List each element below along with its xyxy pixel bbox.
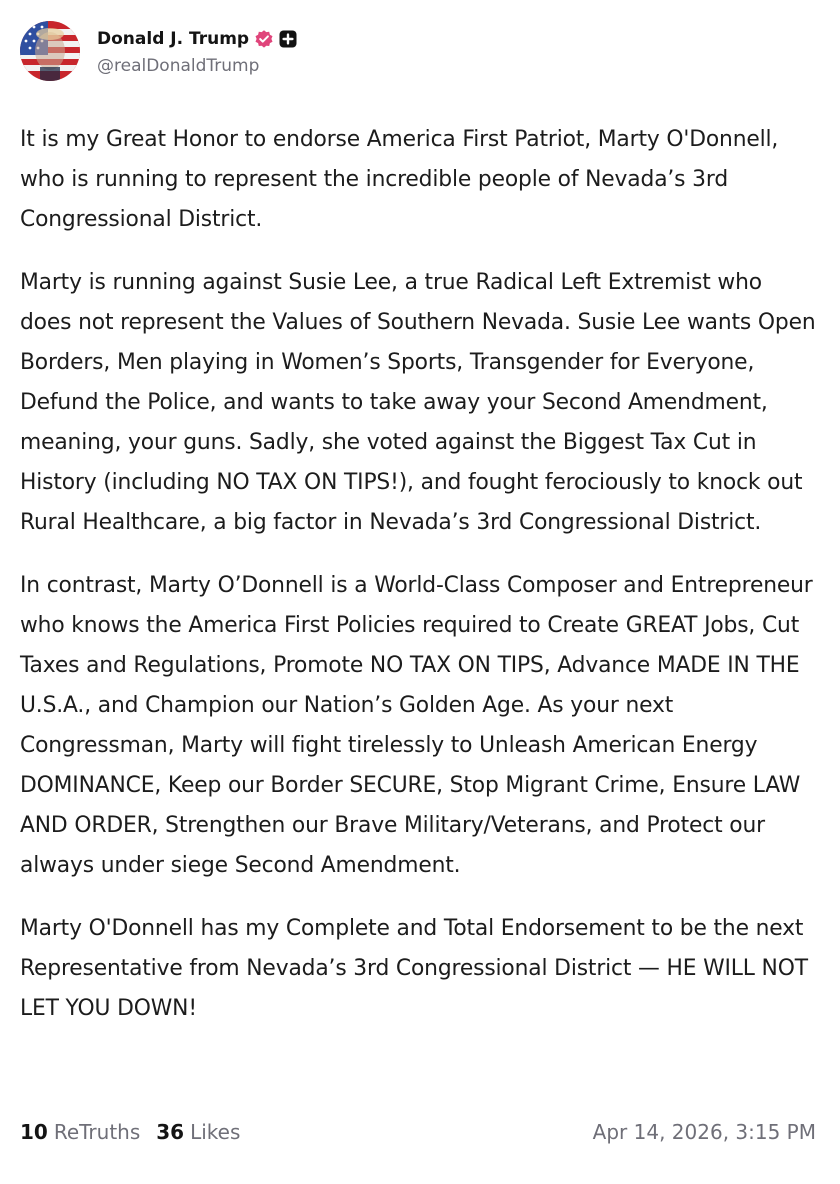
- post-header: [20, 18, 820, 84]
- author-handle[interactable]: @realDonaldTrump: [97, 56, 260, 76]
- post-paragraph: Marty O'Donnell has my Complete and Total Endorsement to be the next Representative from Nevada’s 3rd Congressional District — HE WILL NOT LET YOU DOWN!: [20, 916, 808, 1021]
- post-stats: [20, 1120, 256, 1144]
- verified-badge-icon: [254, 29, 274, 49]
- post-paragraph: In contrast, Marty O’Donnell is a World-Class Composer and Entrepreneur who knows the America First Policies required to Create GREAT Jobs, Cut Taxes and Regulations, Promote NO TAX ON TIPS, Advance MADE IN THE U.S.A., and Champion our Nation’s Golden Age. As your next Congressman, Marty will fight tirelessly to Unleash American Energy DOMINANCE, Keep our Border SECURE, Stop Migrant Crime, Ensure LAW AND ORDER, Strengthen our Brave Military/Veterans, and Protect our always under siege Second Amendment.: [20, 573, 813, 878]
- author-identity: [97, 26, 297, 76]
- post-timestamp[interactable]: Apr 14, 2026, 3:15 PM: [592, 1120, 816, 1144]
- avatar-flag-portrait-icon: [20, 21, 80, 81]
- likes-stat[interactable]: [156, 1120, 240, 1144]
- retruths-count: 10: [20, 1120, 48, 1144]
- likes-count: 36: [156, 1120, 185, 1144]
- post-paragraph: Marty is running against Susie Lee, a true Radical Left Extremist who does not represent the Values of Southern Nevada. Susie Lee wants Open Borders, Men playing in Women’s Sports, Transgender for Everyone, Defund the Police, and wants to take away your Second Amendment, meaning, your guns. Sadly, she voted against the Biggest Tax Cut in History (including NO TAX ON TIPS!), and fought ferociously to knock out Rural Healthcare, a big factor in Nevada’s 3rd Congressional District.: [20, 270, 816, 535]
- retruths-stat[interactable]: [20, 1120, 140, 1144]
- plus-square-icon: [279, 30, 297, 48]
- author-display-name[interactable]: Donald J. Trump: [97, 29, 250, 49]
- post-paragraph: It is my Great Honor to endorse America First Patriot, Marty O'Donnell, who is running to represent the incredible people of Nevada’s 3rd Congressional District.: [20, 127, 779, 232]
- author-avatar[interactable]: [20, 21, 80, 81]
- retruths-label: ReTruths: [53, 1120, 141, 1144]
- post-footer: [20, 1120, 816, 1144]
- name-row: [97, 26, 297, 52]
- likes-label: Likes: [190, 1120, 241, 1144]
- post-body: [20, 120, 820, 1029]
